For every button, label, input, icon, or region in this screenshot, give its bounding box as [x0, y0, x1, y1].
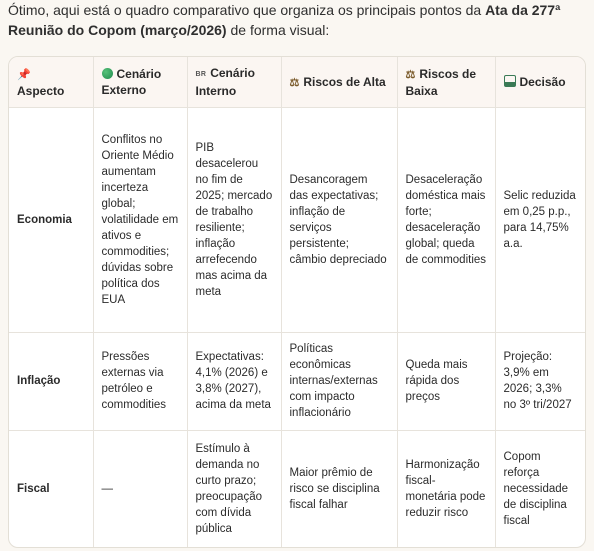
cell-externo: Pressões externas via petróleo e commodities: [93, 332, 187, 430]
header-decisao: Decisão: [495, 57, 585, 108]
cell-decisao: Copom reforça necessidade de disciplina fiscal: [503, 451, 569, 528]
bar-chart-icon: [504, 75, 516, 87]
cell-aspect: Economia: [9, 108, 93, 333]
globe-icon: [102, 68, 113, 79]
cell-decisao: Selic reduzida em 0,25 p.p., para 14,75% a.a.: [495, 108, 585, 333]
table-row: [9, 431, 585, 547]
cell-alta: Maior prêmio de risco se disciplina fiscal falhar: [281, 431, 397, 547]
cell-interno: Expectativas: 4,1% (2026) e 3,8% (2027), acima da meta: [187, 332, 281, 430]
cell-interno: Estímulo à demanda no curto prazo; preocupação com dívida pública: [187, 431, 281, 547]
cell-alta: Políticas econômicas internas/externas com impacto inflacionário: [281, 332, 397, 430]
header-aspect: 📌 Aspecto: [9, 57, 93, 108]
cell-aspect: Inflação: [9, 332, 93, 430]
comparison-table: [8, 56, 586, 548]
cell-baixa: Queda mais rápida dos preços: [397, 332, 495, 430]
table-row: [9, 332, 585, 430]
cell-interno: PIB desacelerou no fim de 2025; mercado de trabalho resiliente; inflação arrefecendo mas acima da meta: [187, 108, 281, 333]
scale-icon: ⚖: [289, 76, 300, 89]
header-interno: BR Cenário Interno: [187, 57, 281, 108]
table-header-row: [9, 57, 585, 108]
table-row: [9, 108, 585, 333]
cell-alta: Desancoragem das expectativas; inflação de serviços persistente; câmbio depreciado: [281, 108, 397, 333]
cell-baixa: Desaceleração doméstica mais forte; desaceleração global; queda de commodities: [397, 108, 495, 333]
intro-suffix: de forma visual:: [226, 22, 330, 38]
header-baixa: ⚖ Riscos de Baixa: [397, 57, 495, 108]
intro-prefix: Ótimo, aqui está o quadro comparativo que organiza os principais pontos da: [8, 2, 486, 18]
intro-text: [8, 0, 588, 40]
cell-externo: Conflitos no Oriente Médio aumentam incerteza global; volatilidade em ativos e commodities; dúvidas sobre política dos EUA: [93, 108, 187, 333]
pin-icon: 📌: [17, 68, 31, 81]
cell-baixa: Harmonização fiscal-monetária pode reduzir risco: [397, 431, 495, 547]
cell-aspect: Fiscal: [9, 431, 93, 547]
header-alta: ⚖ Riscos de Alta: [281, 57, 397, 108]
cell-decisao: Projeção: 3,9% em 2026; 3,3% no 3º tri/2027: [495, 332, 585, 430]
header-externo: Cenário Externo: [93, 57, 187, 108]
scale-icon: ⚖: [405, 68, 416, 81]
intro-bold: Ata da 277ª Reunião do Copom (março/2026): [8, 2, 561, 38]
cell-externo: —: [93, 431, 187, 547]
brazil-flag-icon: BR: [195, 71, 207, 78]
